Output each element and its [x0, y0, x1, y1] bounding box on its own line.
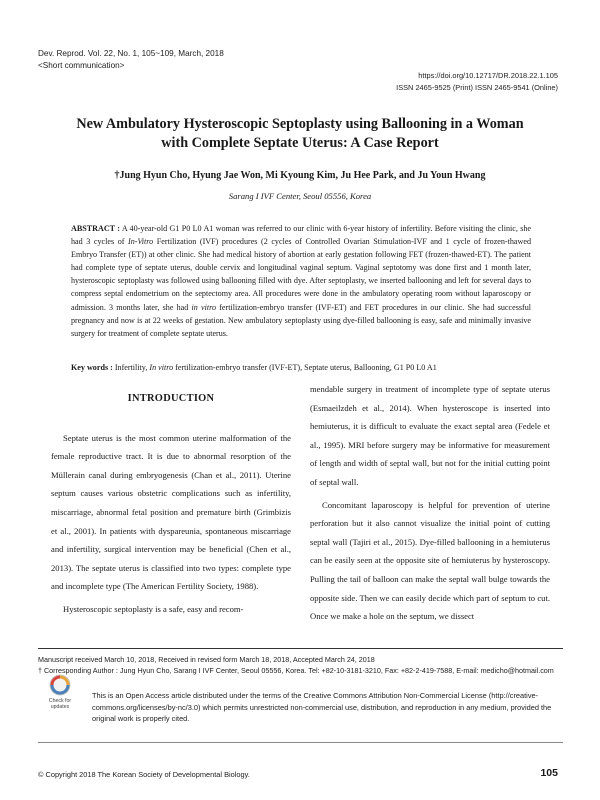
abstract-label: ABSTRACT : — [71, 224, 120, 233]
check-for-updates-icon — [40, 672, 80, 712]
manuscript-dates: Manuscript received March 10, 2018, Received in revised form March 18, 2018, Accepted March 24, 2018 — [38, 655, 375, 664]
intro-paragraph-3: mendable surgery in treatment of incomplete type of septate uterus (Esmaeilzdeh et al., 2014). When hysteroscope is inserted into hemiuterus, it is difficult to evaluate the exact septal area (Fedele et al., 1995). MRI before surgery may be informative for measurement of length and width of septal wall, but not for the initial cutting point of septal wall. — [310, 384, 550, 487]
open-access-notice: This is an Open Access article distributed under the terms of the Creative Commons Attribution Non-Commercial License (http://creative-commons.org/licenses/by-nc/3.0) which permits unrestricted non-commercial use, distribution, and reproduction in any medium, provided the original work is properly cited. — [92, 691, 552, 723]
issn-info: ISSN 2465-9525 (Print) ISSN 2465-9541 (Online) — [396, 83, 558, 92]
abstract-italic-2: in vitro — [191, 302, 217, 312]
article-title — [60, 115, 540, 153]
keywords-text-1: Infertility, — [112, 363, 150, 372]
intro-paragraph-4: Concomitant laparoscopy is helpful for prevention of uterine perforation but it also cannot visualize the initial point of cutting septal wall (Tajiri et al., 2015). Dye-filled ballooning in a hemiuterus can be easily seen at the opposite site of hemiuterus by hysteroscopy. Pulling the tail of balloon can make the septal wall bulge towards the opposite side. Then we can easily decide which part of septum to cut. Once we make a hole on the septum, we dissect — [310, 499, 550, 622]
keywords-italic: In vitro — [149, 363, 174, 372]
journal-header — [38, 48, 224, 72]
right-column — [310, 380, 550, 630]
doi-block — [396, 70, 558, 94]
doi-link[interactable]: https://doi.org/10.12717/DR.2018.22.1.105 — [418, 71, 558, 80]
badge-line-2: updates — [50, 704, 70, 710]
abstract-text-2: Fertilization (IVF) procedures (2 cycles of Controlled Ovarian Stimulation-IVF and 1 cycle of frozen-thawed Embryo Transfer (ET)) at other clinic. She had medical history of abortion at early gestation following FET (frozen-thawed-ET). The patient had complete type of septate uterus, double cervix and longitudinal vaginal septum. Vaginal septotomy was done first and 1 month later, hysteroscopic septoplasty was followed using ballooning filled with dye. After septoplasty, we inserted ballooning and left for several days to compress septal endometrium on the septectomy area. All procedures were done in the ambulatory operating room without laparoscopy or admission. 3 months later, she had — [71, 237, 531, 312]
intro-paragraph-2: Hysteroscopic septoplasty is a safe, easy and recom- — [63, 603, 244, 614]
author-list: †Jung Hyun Cho, Hyung Jae Won, Mi Kyoung Kim, Ju Hee Park, and Ju Youn Hwang — [114, 170, 486, 181]
keywords — [71, 361, 531, 374]
abstract — [71, 222, 531, 340]
journal-citation: Dev. Reprod. Vol. 22, No. 1, 105~109, March, 2018 — [38, 49, 224, 58]
abstract-text-3: fertilization-embryo transfer (IVF-ET) and FET procedures in our clinic. She had successful pregnancy and now is at 22 weeks of gestation. New ambulatory septoplasty using dye-filled ballooning is easy, safe and minimally invasive surgery for treatment of complete septate uterus. — [71, 302, 531, 338]
abstract-italic-1: In-Vitro — [128, 237, 154, 247]
badge-line-1: Check for — [48, 698, 72, 704]
section-heading-introduction: INTRODUCTION — [127, 393, 215, 404]
abstract-text-1: A 40-year-old G1 P0 L0 A1 woman was referred to our clinic with 6-year history of infertility. Before visiting the clinic, she had 3 cycles of — [71, 224, 531, 247]
page-footer-divider — [38, 742, 563, 743]
title-line-1: New Ambulatory Hysteroscopic Septoplasty using Ballooning in a Woman — [76, 116, 524, 132]
left-column — [51, 390, 291, 623]
page-number: 105 — [540, 767, 558, 779]
corresponding-author: † Corresponding Author : Jung Hyun Cho, Sarang I IVF Center, Seoul 05556, Korea. Tel: +82-10-3181-3210, Fax: +82-2-419-7588, E-mail: medicho@hotmail.com — [38, 665, 554, 675]
intro-paragraph-1: Septate uterus is the most common uterine malformation of the female reproductive tract. It is due to abnormal resorption of the Müllerain canal during embryogenesis (Chan et al., 2011). Uterine septum causes various obstetric complications such as infertility, miscarriage, abnormal fetal position and premature birth (Grimbizis et al., 2001). In patients with dyspareunia, spontaneous miscarriage and infertility, surgical intervention may be beneficial (Chen et al., 2013). The septate uterus is classified into two types: complete type and incomplete type (The American Fertility Society, 1988). — [51, 432, 291, 592]
affiliation: Sarang I IVF Center, Seoul 05556, Korea — [228, 191, 372, 201]
footnotes — [38, 655, 563, 677]
article-type: <Short communication> — [38, 61, 125, 70]
keywords-text-2: fertilization-embryo transfer (IVF-ET), Septate uterus, Ballooning, G1 P0 L0 A1 — [173, 363, 437, 372]
keywords-label: Key words : — [71, 363, 113, 372]
footnote-divider — [38, 648, 563, 649]
title-line-2: with Complete Septate Uterus: A Case Report — [161, 135, 439, 151]
check-for-updates-badge[interactable] — [40, 672, 80, 712]
copyright-notice: © Copyright 2018 The Korean Society of Developmental Biology. — [38, 770, 250, 779]
